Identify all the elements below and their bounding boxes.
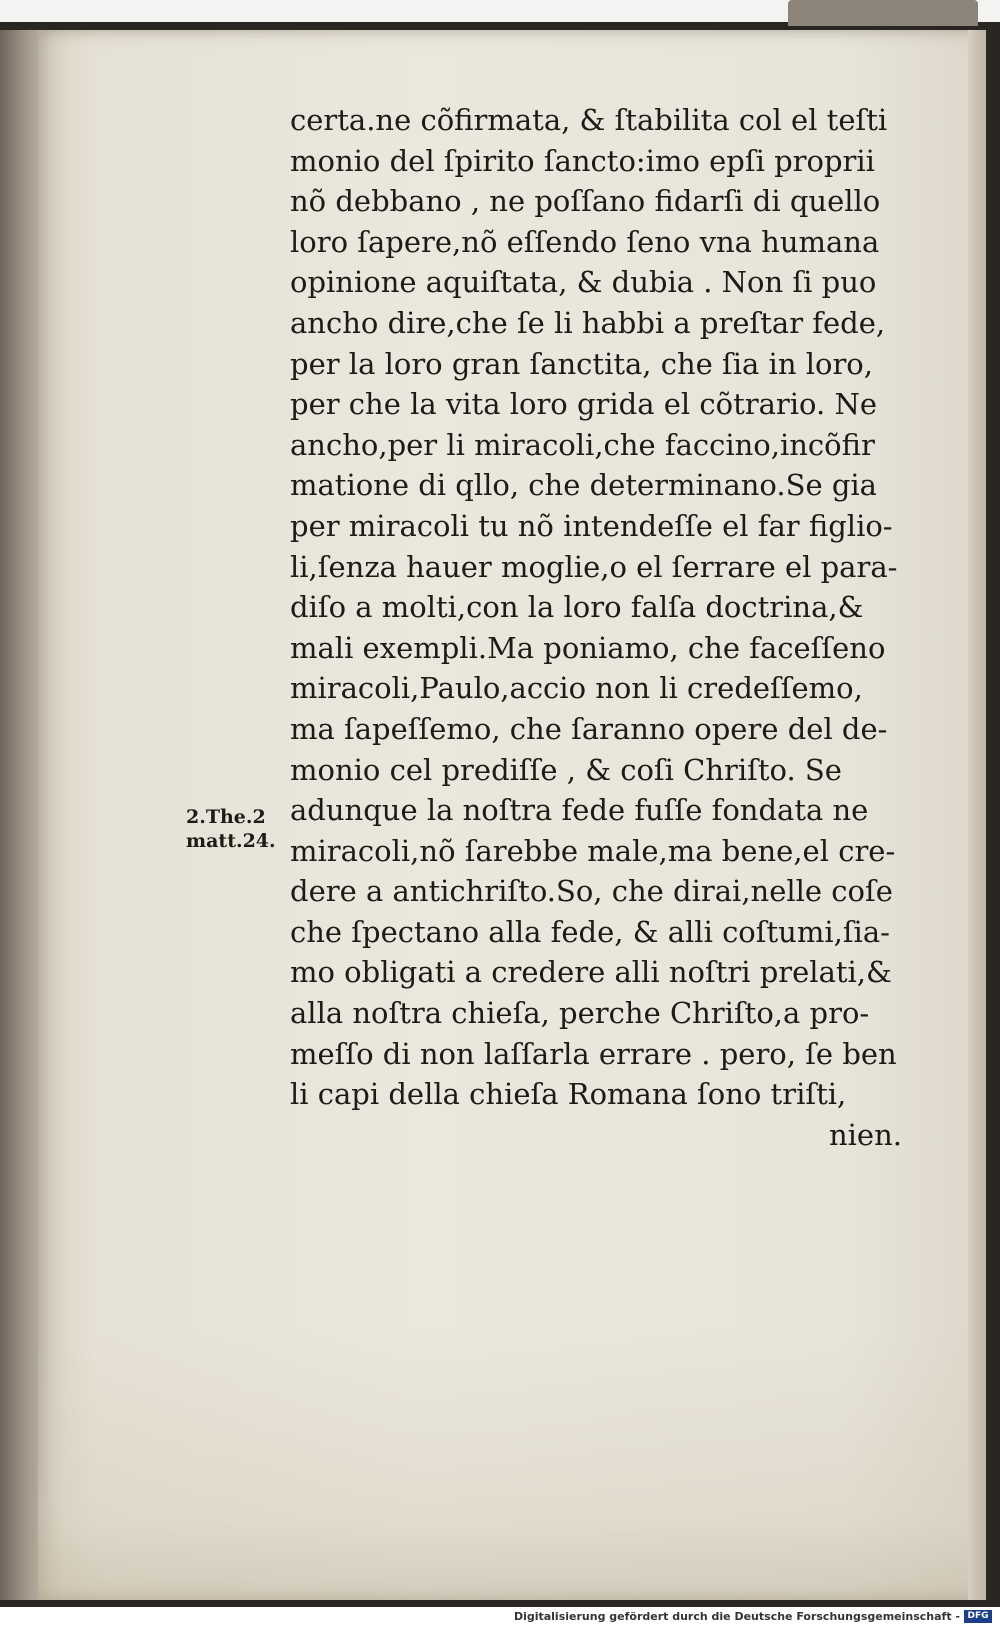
text-line: li capi della chieſa Romana ſono triſti, [290, 1077, 847, 1112]
footer-credit: Digitalisierung gefördert durch die Deutsche Forschungsgemeinschaft - [513, 1610, 960, 1623]
main-text [290, 100, 930, 1155]
text-line: ancho dire,che ſe li habbi a preſtar fede, [290, 305, 886, 340]
text-line: meſſo di non laſſarla errare . pero, ſe ben [290, 1036, 897, 1071]
text-line: ma ſapeſſemo, che ſaranno opere del de- [290, 711, 888, 746]
text-line: per la loro gran ſanctita, che ſia in loro, [290, 346, 873, 381]
text-line: per che la vita loro grida el cõtrario. Ne [290, 387, 877, 422]
text-line: mo obligati a credere alli noſtri prelati,& [290, 955, 892, 990]
page-right-edge [968, 30, 986, 1600]
text-line: miracoli,Paulo,accio non li credeſſemo, [290, 671, 863, 706]
book-edge-tab [788, 0, 978, 26]
text-line: diſo a molti,con la loro falſa doctrina,& [290, 590, 864, 625]
text-line: mali exempli.Ma poniamo, che faceſſeno [290, 630, 886, 665]
text-line: nõ debbano , ne poſſano fidarſi di quello [290, 184, 881, 219]
text-line: alla noſtra chieſa, perche Chriſto,a pro- [290, 996, 870, 1031]
text-line: dere a antichriſto.So, che dirai,nelle coſe [290, 874, 893, 909]
text-line: miracoli,nõ ſarebbe male,ma bene,el cre- [290, 833, 896, 868]
dfg-logo-icon: DFG [964, 1610, 992, 1623]
text-line: monio del ſpirito ſancto:imo epſi proprii [290, 143, 875, 178]
marginal-note: matt.24. [186, 830, 276, 852]
catchword: nien. [828, 1117, 902, 1152]
text-line: che ſpectano alla fede, & alli coſtumi,ſia- [290, 914, 890, 949]
text-line: adunque la noſtra fede fuſſe fondata ne [290, 793, 869, 828]
text-line: per miracoli tu nõ intendeſſe el far figlio- [290, 508, 893, 543]
text-line: li,ſenza hauer moglie,o el ſerrare el para- [290, 549, 898, 584]
marginal-note: 2.The.2 [186, 806, 266, 828]
text-line: certa.ne cõfirmata, & ſtabilita col el teſti [290, 103, 888, 137]
text-line: matione di qllo, che determinano.Se gia [290, 468, 877, 503]
text-line: ancho,per li miracoli,che faccino,incõfir [290, 427, 875, 462]
text-line: loro ſapere,nõ eſſendo ſeno vna humana [290, 224, 880, 259]
text-line: opinione aquiſtata, & dubia . Non ſi puo [290, 265, 877, 300]
text-line: monio cel prediſſe , & coſi Chriſto. Se [290, 752, 842, 787]
page-wear [38, 1330, 986, 1600]
marginal-notes [186, 805, 276, 853]
